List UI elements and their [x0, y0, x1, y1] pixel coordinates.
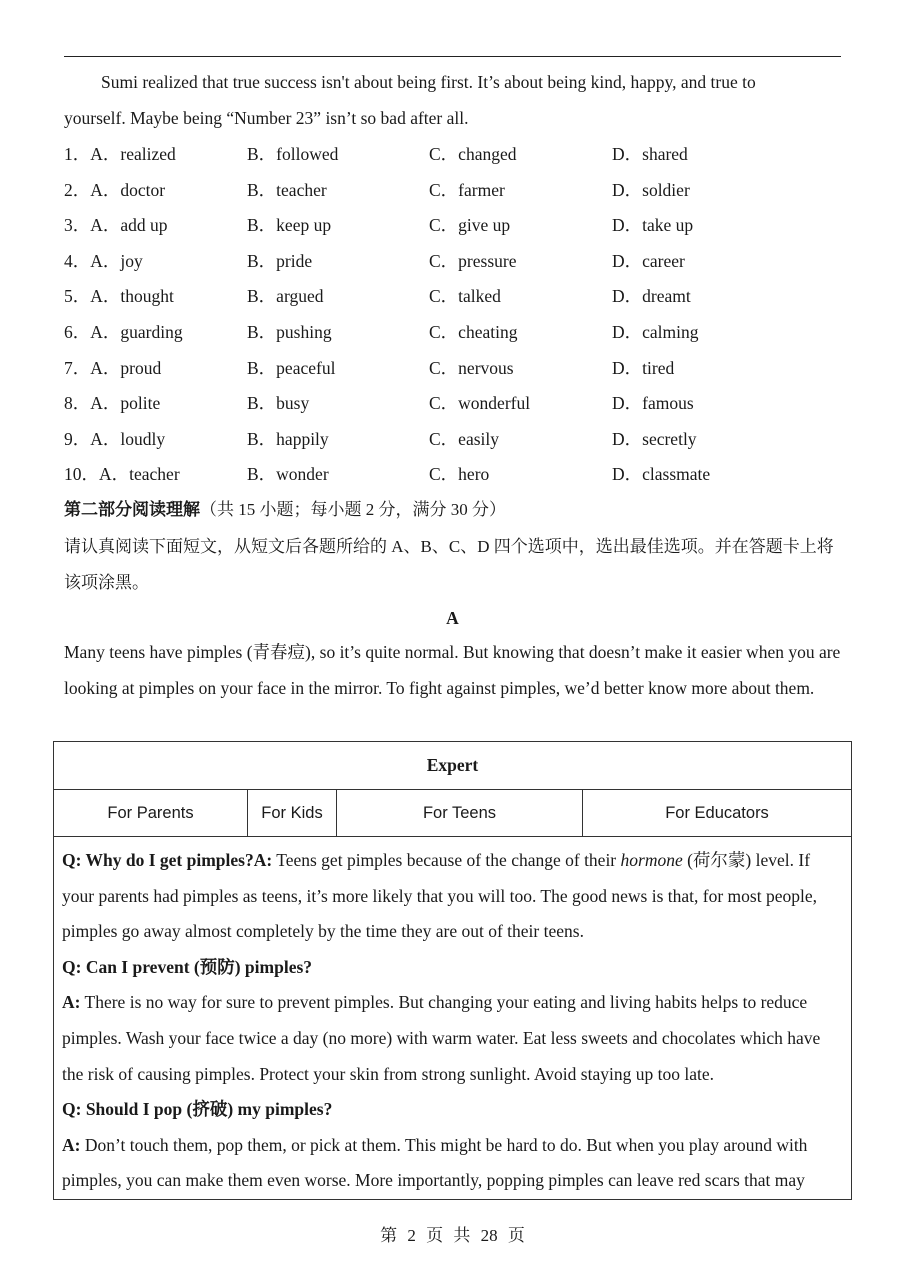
- option-a: A．joy: [90, 250, 143, 271]
- question-number: 6．: [64, 321, 91, 342]
- question-2: [62, 950, 843, 986]
- option-d: D．calming: [612, 321, 699, 342]
- qa-item-1: [62, 843, 843, 950]
- option-a: A．add up: [90, 215, 168, 236]
- option-a: A．doctor: [90, 179, 166, 200]
- table-title: Expert: [54, 742, 852, 790]
- option-c: C．farmer: [429, 179, 505, 200]
- option-b: B．followed: [247, 144, 339, 164]
- option-a: A．realized: [90, 144, 176, 164]
- option-b: B．busy: [247, 393, 310, 414]
- option-d: D．famous: [612, 393, 694, 414]
- question-number: 8．: [64, 393, 91, 414]
- section-scoring: （共 15 小题；每小题 2 分，满分 30 分）: [200, 500, 506, 519]
- question-number: 3．: [64, 215, 91, 236]
- story-ending: [64, 65, 844, 136]
- option-b: B．teacher: [247, 179, 327, 200]
- option-c: C．cheating: [429, 321, 518, 342]
- question-3-text: Q: Should I pop (挤破) my pimples?: [62, 1099, 333, 1120]
- option-c: C．hero: [429, 464, 490, 485]
- tab-for-teens[interactable]: For Teens: [337, 790, 583, 837]
- question-number: 5．: [64, 286, 91, 307]
- option-a: A．thought: [90, 286, 174, 307]
- tab-for-kids[interactable]: For Kids: [248, 790, 337, 837]
- option-a: A．polite: [90, 393, 161, 414]
- option-c: C．changed: [429, 144, 517, 164]
- option-b: B．pride: [247, 250, 313, 271]
- qa-item-2-answer: [62, 985, 843, 1092]
- option-d: D．shared: [612, 144, 688, 164]
- page-footer: 第 2 页 共 28 页: [380, 1226, 525, 1245]
- option-d: D．take up: [612, 215, 694, 236]
- answer-2-label: A:: [62, 992, 81, 1013]
- option-b: B．peaceful: [247, 357, 336, 378]
- tab-for-parents[interactable]: For Parents: [54, 790, 248, 837]
- option-c: C．wonderful: [429, 393, 531, 414]
- story-line-2: yourself. Maybe being “Number 23” isn’t so bad after all.: [64, 107, 469, 128]
- passage-intro: Many teens have pimples (青春痘), so it’s quite normal. But knowing that doesn’t make it easier when you are looking at pimples on your face in the mirror. To fight against pimples, we’d better know more about them.: [64, 642, 841, 698]
- question-1: Q: Why do I get pimples?A:: [62, 850, 273, 870]
- question-number: 4．: [64, 250, 91, 271]
- option-a: A．loudly: [90, 428, 166, 449]
- qa-item-3-answer: [62, 1128, 843, 1199]
- tab-for-educators[interactable]: For Educators: [583, 790, 852, 837]
- option-b: B．wonder: [247, 464, 329, 485]
- option-c: C．talked: [429, 286, 501, 307]
- answer-1-text: Teens get pimples because of the change of their: [272, 850, 621, 870]
- option-d: D．soldier: [612, 179, 690, 200]
- section-heading: [64, 494, 506, 526]
- option-c: C．nervous: [429, 357, 514, 378]
- option-a: A．proud: [90, 357, 162, 378]
- section-instruction: 请认真阅读下面短文，从短文后各题所给的 A、B、C、D 四个选项中，选出最佳选项。并在答题卡上将该项涂黑。: [64, 537, 834, 592]
- option-d: D．dreamt: [612, 286, 691, 307]
- option-d: D．career: [612, 250, 685, 271]
- answer-1-rest: (荷尔蒙) level. If your parents had pimples as teens, it’s more likely that you will too. The good news is that, for most people, pimples go away almost completely by the time they are out of their teens.: [62, 850, 817, 942]
- option-b: B．happily: [247, 428, 329, 449]
- option-b: B．pushing: [247, 321, 332, 342]
- option-c: C．easily: [429, 428, 499, 449]
- answer-3-label: A:: [62, 1134, 81, 1155]
- story-line-1: Sumi realized that true success isn't about being first. It’s about being kind, happy, and true to: [101, 72, 756, 92]
- question-3: [62, 1092, 843, 1128]
- question-number: 7．: [64, 357, 91, 378]
- answer-1-term: hormone: [620, 850, 683, 870]
- qa-content: [54, 837, 852, 1200]
- answer-3-text: Don’t touch them, pop them, or pick at them. This might be hard to do. But when you play around with pimples, you can make them even worse. More importantly, popping pimples can leave red scars that may: [62, 1134, 808, 1191]
- option-a: A．guarding: [90, 321, 183, 342]
- expert-table: [53, 741, 852, 1200]
- passage-label: A: [446, 608, 459, 628]
- option-d: D．tired: [612, 357, 675, 378]
- section-title: 第二部分阅读理解: [64, 500, 200, 519]
- option-a: A．teacher: [99, 464, 180, 485]
- option-c: C．give up: [429, 215, 511, 236]
- question-number: 9．: [64, 428, 91, 449]
- option-d: D．classmate: [612, 464, 711, 485]
- question-number: 1．: [64, 144, 91, 164]
- question-number: 10．: [64, 464, 99, 485]
- question-2-text: Q: Can I prevent (预防) pimples?: [62, 956, 313, 977]
- answer-2-text: There is no way for sure to prevent pimples. But changing your eating and living habits helps to reduce pimples. Wash your face twice a day (no more) with warm water. Eat less sweets and chocolates which have the risk of causing pimples. Protect your skin from strong sunlight. Avoid staying up too late.: [62, 992, 821, 1084]
- header-rule: [64, 56, 841, 57]
- option-d: D．secretly: [612, 428, 697, 449]
- question-number: 2．: [64, 179, 91, 200]
- option-b: B．keep up: [247, 215, 332, 236]
- option-b: B．argued: [247, 286, 324, 307]
- option-c: C．pressure: [429, 250, 517, 271]
